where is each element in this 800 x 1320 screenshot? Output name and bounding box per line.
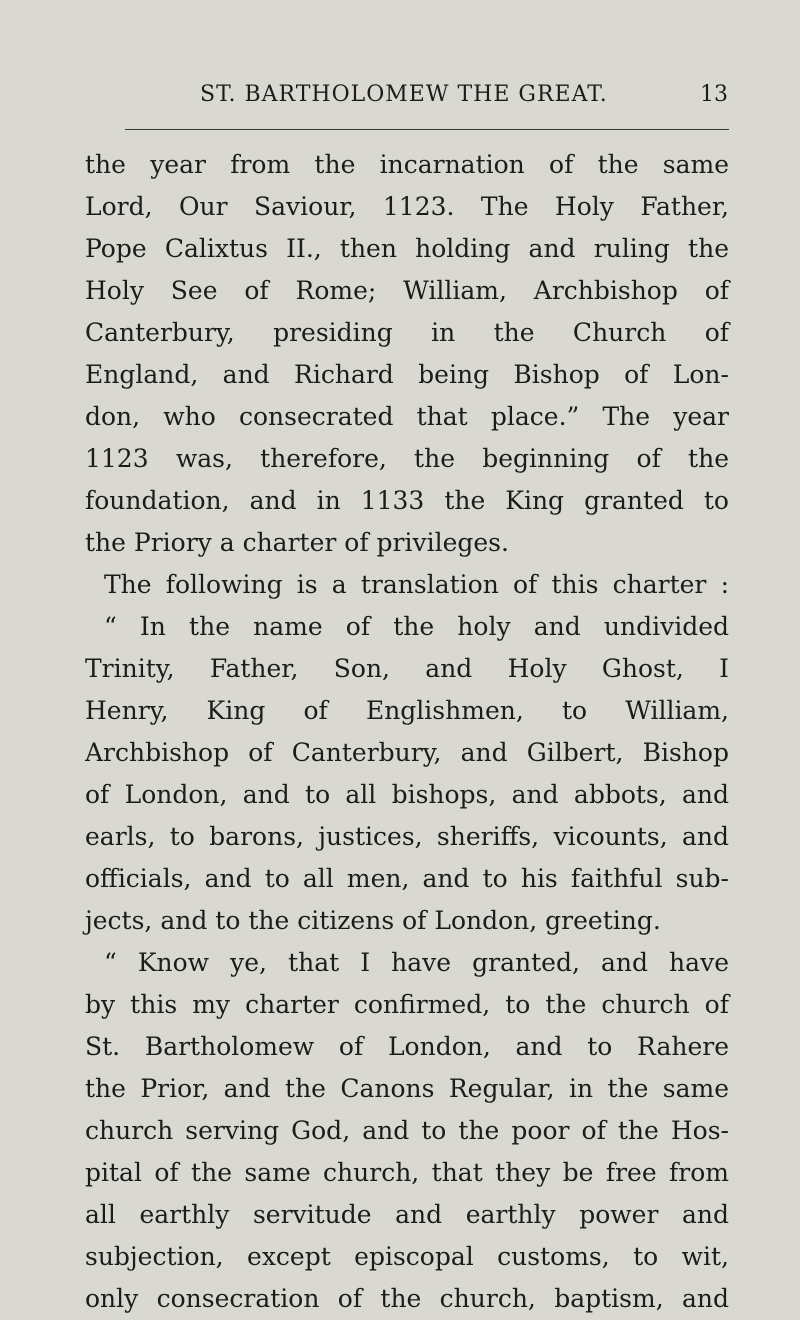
text-line: pital of the same church, that they be free from: [85, 1158, 729, 1187]
text-line: subjection, except episcopal customs, to wit,: [85, 1242, 729, 1271]
text-line: Pope Calixtus II., then holding and ruling the: [85, 234, 729, 263]
running-header: ST. BARTHOLOMEW THE GREAT.: [200, 82, 608, 107]
text-line: The following is a translation of this charter :: [104, 570, 729, 599]
text-line: only consecration of the church, baptism, and: [85, 1284, 729, 1313]
text-line: Lord, Our Saviour, 1123. The Holy Father,: [85, 192, 729, 221]
text-line: church serving God, and to the poor of the Hos-: [85, 1116, 729, 1145]
text-line: Holy See of Rome; William, Archbishop of: [85, 276, 729, 305]
text-line: officials, and to all men, and to his faithful sub-: [85, 864, 729, 893]
text-line: all earthly servitude and earthly power and: [85, 1200, 729, 1229]
text-line: Archbishop of Canterbury, and Gilbert, Bishop: [85, 738, 729, 767]
text-line: “ Know ye, that I have granted, and have: [104, 948, 729, 977]
header-rule: [125, 129, 729, 130]
text-line: foundation, and in 1133 the King granted to: [85, 486, 729, 515]
text-line: don, who consecrated that place.” The year: [85, 402, 729, 431]
text-line: England, and Richard being Bishop of Lon-: [85, 360, 729, 389]
text-line: Henry, King of Englishmen, to William,: [85, 696, 729, 725]
text-line: jects, and to the citizens of London, greeting.: [85, 906, 661, 935]
text-line: the year from the incarnation of the same: [85, 150, 729, 179]
text-line: Trinity, Father, Son, and Holy Ghost, I: [85, 654, 729, 683]
text-line: St. Bartholomew of London, and to Rahere: [85, 1032, 729, 1061]
text-line: by this my charter confirmed, to the church of: [85, 990, 729, 1019]
text-line: “ In the name of the holy and undivided: [104, 612, 729, 641]
page-number: 13: [700, 82, 728, 107]
text-line: 1123 was, therefore, the beginning of the: [85, 444, 729, 473]
text-line: the Prior, and the Canons Regular, in the same: [85, 1074, 729, 1103]
text-line: of London, and to all bishops, and abbots, and: [85, 780, 729, 809]
text-line: earls, to barons, justices, sheriffs, vicounts, and: [85, 822, 729, 851]
text-line: Canterbury, presiding in the Church of: [85, 318, 729, 347]
text-line: the Priory a charter of privileges.: [85, 528, 509, 557]
